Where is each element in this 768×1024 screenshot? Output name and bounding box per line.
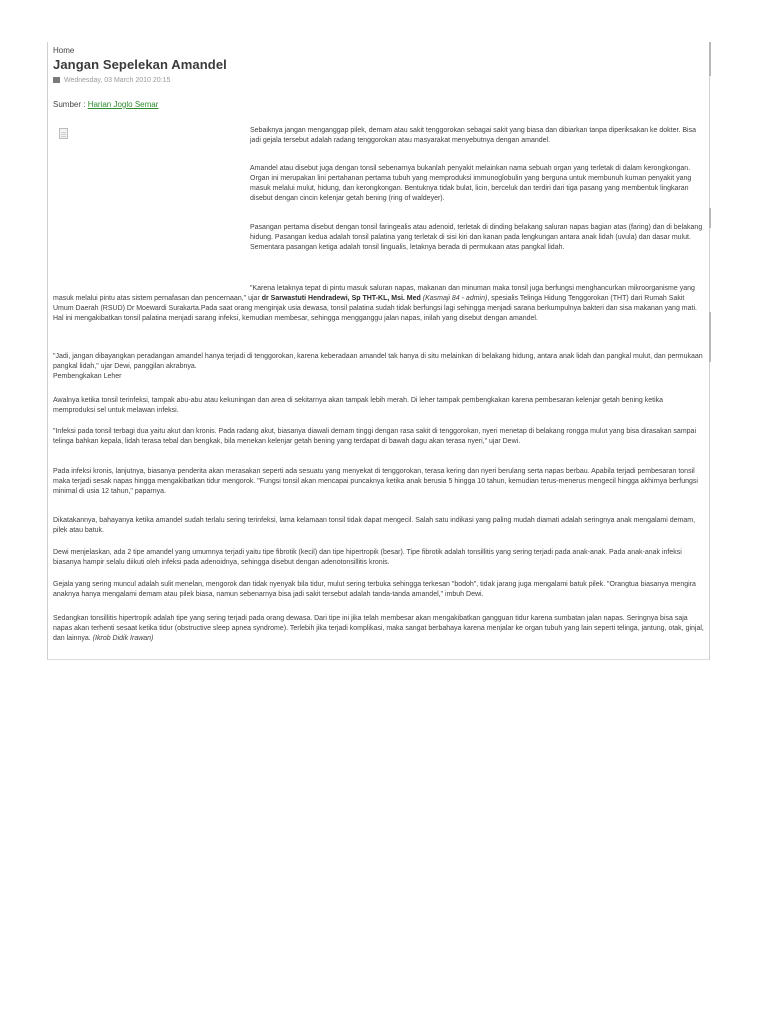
- article-date: Wednesday, 03 March 2010 20:15: [64, 77, 171, 84]
- paragraph-4-rest: , spesialis Telinga Hidung Tenggorokan (THT) dari Rumah Sakit Umum Daerah (RSUD) Dr Moewardi Surakarta.Pada saat orang menginjak usia dewasa, tonsil palatina sudah tidak berfungsi lagi sehingga menjadi sarana berkumpulnya bakteri dan sisa makanan yang mati. Hal ini mengakibatkan tonsil palatina menjadi sarang infeksi, kemudian membesar, sehingga mengganggu jalan napas, inilah yang disebut dengan amandel.: [53, 295, 697, 322]
- paragraph-7: "Infeksi pada tonsil terbagi dua yaitu akut dan kronis. Pada radang akut, biasanya diawali demam tinggi dengan rasa sakit di tenggorokan, nyeri menetap di belakang rongga mulut yang bisa dirasakan sampai telinga bahkan kepala, lidah terasa tebal dan bengkak, bila menekan kelenjar getah bening yang terdapat di bawah dagu akan terasa nyeri," ujar Dewi.: [53, 428, 696, 445]
- paragraph-11: Gejala yang sering muncul adalah sulit menelan, mengorok dan tidak nyenyak bila tidur, mulut sering terbuka sehingga terkesan "bodoh", tidak jarang juga mengalami batuk pilek. "Orangtua biasanya mengira anaknya hanya mengalami demam atau pilek biasa, namun sebenarnya bisa jadi sakit tersebut adalah tanda-tanda amandel," imbuh Dewi.: [53, 581, 696, 598]
- paragraph-12: [53, 614, 705, 644]
- paragraph-4-quote: "Karena letaknya tepat di pintu masuk saluran napas, makanan dan minuman maka tonsil juga berfungsi menghancurkan mikroorganisme yang masuk melalui pintu atas sistem pernafasan dan pencernaan," ujar: [53, 285, 695, 302]
- article-title: Jangan Sepelekan Amandel: [53, 57, 227, 72]
- source-link[interactable]: Harian Joglo Semar: [87, 100, 159, 109]
- subheading: Pembengkakan Leher: [53, 373, 122, 380]
- doctor-name: dr Sarwastuti Hendradewi, Sp THT-KL, Msi. Med: [261, 295, 421, 302]
- paragraph-3: Pasangan pertama disebut dengan tonsil faringealis atau adenoid, terletak di dinding belakang saluran napas bagian atas (faring) dan di belakang hidung. Pasangan kedua adalah tonsil palatina yang terletak di sisi kiri dan kanan pada lengkungan antara anak lidah (uvula) dan dasar mulut. Sementara pasangan ketiga adalah tonsil lingualis, letaknya berada di permukaan atas pangkal lidah.: [250, 224, 703, 251]
- paragraph-12-text: Sedangkan tonsillitis hipertropik adalah tipe yang sering terjadi pada orang dewasa. Dari tipe ini jika telah membesar akan mengakibatkan gangguan tidur karena sumbatan jalan napas. Seringnya bisa saja napas akan terhenti sesaat ketika tidur (obstructive sleep apnea syndrome). Terlebih jika terjadi komplikasi, maka sangat berbahaya karena menjalar ke organ tubuh yang lain seperti telinga, jantung, otak, ginjal, dan lainnya.: [53, 615, 704, 642]
- scrollbar-segment[interactable]: [709, 208, 711, 228]
- paragraph-1: Sebaiknya jangan menganggap pilek, demam atau sakit tenggorokan sebagai sakit yang biasa dan dibiarkan tanpa diperiksakan ke dokter. Bisa jadi gejala tersebut adalah radang tenggorokan atau masyarakat menyebutnya dengan amandel.: [250, 127, 696, 144]
- calendar-icon: [53, 77, 60, 83]
- paragraph-8: Pada infeksi kronis, lanjutnya, biasanya penderita akan merasakan seperti ada sesuatu yang menyekat di tenggorokan, terasa kering dan nyeri berulang serta napas berbau. Apabila terjadi pembesaran tonsil maka terjadi sesak napas hingga mengakibatkan tidur mengorok. "Fungsi tonsil akan mencapai puncaknya ketika anak berusia 5 hingga 10 tahun, kemudian terus-menerus mengecil hingga akhirnya berfungsi minimal di usia 12 tahun," paparnya.: [53, 468, 698, 495]
- source-line: [53, 100, 158, 109]
- paragraph-10: Dewi menjelaskan, ada 2 tipe amandel yang umumnya terjadi yaitu tipe fibrotik (kecil) dan tipe hipertropik (besar). Tipe fibrotik adalah tonsillitis yang sering terjadi pada anak-anak. Pada anak-anak infeksi biasanya hampir selalu diikuti oleh infeksi pada adenoidnya, sehingga disebut dengan adenotonsillitis kronis.: [53, 549, 682, 566]
- author-credit: (Ikrob Didik Irawan): [90, 635, 154, 642]
- breadcrumb[interactable]: Home: [53, 46, 75, 55]
- paragraph-6: Awalnya ketika tonsil terinfeksi, tampak abu-abu atau kekuningan dan area di sekitarnya akan tampak lebih merah. Di leher tampak pembengkakan karena pembesaran kelenjar getah bening ketika memproduksi sel untuk melawan infeksi.: [53, 397, 664, 414]
- print-icon[interactable]: [59, 128, 68, 139]
- article-date-row: [53, 77, 170, 84]
- article-container: [47, 42, 710, 660]
- paragraph-5: "Jadi, jangan dibayangkan peradangan amandel hanya terjadi di tenggorokan, karena keberadaan amandel tak hanya di situ melainkan di belakang hidung, antara anak lidah dan pangkal mulut, dan permukaan pangkal lidah," ujar Dewi, panggilan akrabnya.: [53, 353, 703, 370]
- scrollbar-segment[interactable]: [709, 42, 711, 76]
- author-note: (Kasmaji 84 - admin): [420, 295, 488, 302]
- paragraph-2: Amandel atau disebut juga dengan tonsil sebenarnya bukanlah penyakit melainkan nama sebuah organ yang terletak di dalam kerongkongan. Organ ini merupakan lini pertahanan pertama tubuh yang memproduksi immunoglobulin yang berguna untuk membunuh kuman penyakit yang masuk melalui mulut, hidung, dan kerongkongan. Bentuknya tidak bulat, licin, berceluk dan terdiri dari tiga pasang yang membentuk lingkaran disebut dengan cincin kelenjar getah bening (ring of waldeyer).: [250, 165, 692, 202]
- paragraph-9: Dikatakannya, bahayanya ketika amandel sudah terlalu sering terinfeksi, lama kelamaan tonsil tidak dapat mengecil. Salah satu indikasi yang paling mudah diamati adalah seringnya anak mengalami demam, pilek atau batuk.: [53, 517, 696, 534]
- source-label: Sumber :: [53, 100, 88, 109]
- scrollbar-segment[interactable]: [709, 312, 711, 362]
- paragraph-4: [53, 284, 705, 324]
